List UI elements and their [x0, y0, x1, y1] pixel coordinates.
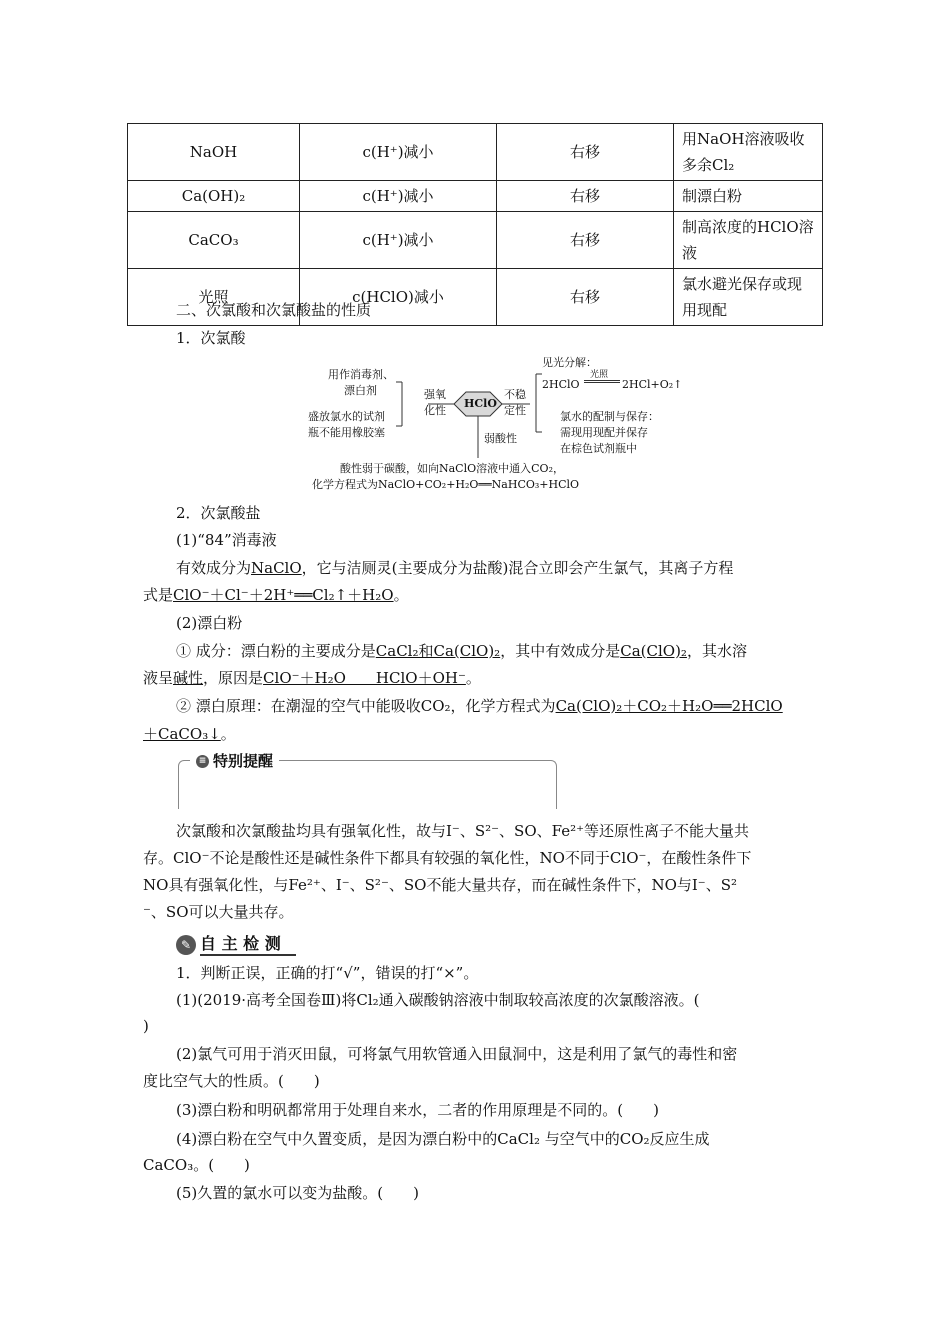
oxidizing-label: 强氧	[424, 388, 446, 401]
decompose-eq-left: 2HClO	[542, 378, 580, 391]
bleach-line2	[143, 665, 808, 691]
self-check-header	[176, 931, 296, 953]
table-cell: 右移	[497, 269, 674, 326]
table-cell: 光照	[128, 269, 300, 326]
text: ，它与洁厕灵(主要成分为盐酸)混合立即会产生氯气，其离子方程	[301, 559, 734, 577]
table-cell: Ca(OH)₂	[128, 181, 300, 212]
table-cell: 用NaOH溶液吸收多余Cl₂	[674, 124, 823, 181]
bleach-line3	[176, 693, 841, 719]
decompose-eq-right: 2HCl+O₂↑	[622, 378, 683, 391]
chlorine-water-text: 氯水的配制与保存：	[560, 410, 659, 423]
reminder-line4: ⁻、SO可以大量共存。	[143, 903, 294, 921]
table-cell: c(H⁺)减小	[300, 124, 497, 181]
answer-hydrolysis-equation: ClO⁻＋H₂O HClO＋OH⁻	[263, 669, 466, 687]
item-2: (2)氯气可用于消灭田鼠，可将氯气用软管通入田鼠洞中，这是利用了氯气的毒性和密	[176, 1045, 738, 1063]
table-cell: c(H⁺)减小	[300, 181, 497, 212]
bleach-line1	[176, 638, 841, 664]
self-check-underline	[200, 954, 296, 956]
text: ① 成分：漂白粉的主要成分是	[176, 642, 376, 660]
text: ，原因是	[203, 669, 264, 687]
text: 。	[220, 725, 236, 743]
answer-main-components: CaCl₂和Ca(ClO)₂	[375, 642, 501, 660]
hclo-center-label: HClO	[464, 397, 497, 410]
decompose-eq-condition: 光照	[590, 370, 609, 380]
answer-naclo: NaClO	[251, 559, 302, 577]
text: 。	[465, 669, 481, 687]
item-4: (4)漂白粉在空气中久置变质，是因为漂白粉中的CaCl₂ 与空气中的CO₂反应生成	[176, 1130, 710, 1148]
table-cell: 氯水避光保存或现用现配	[674, 269, 823, 326]
answer-effective-component: Ca(ClO)₂	[620, 642, 687, 660]
answer-alkaline: 碱性	[173, 669, 204, 687]
answer-ionic-equation: ClO⁻＋Cl⁻＋2H⁺══Cl₂↑＋H₂O	[173, 586, 394, 604]
hclo-properties-diagram	[300, 352, 700, 497]
unstable-label: 不稳	[504, 388, 526, 401]
table-row	[128, 124, 823, 181]
table-cell: c(H⁺)减小	[300, 212, 497, 269]
item-1: (1)(2019·高考全国卷Ⅲ)将Cl₂通入碳酸钠溶液中制取较高浓度的次氯酸溶液。(	[176, 991, 700, 1009]
section-heading: 二、次氯酸和次氯酸盐的性质	[176, 301, 372, 319]
reminder-line1: 次氯酸和次氯酸盐均具有强氧化性，故与I⁻、S²⁻、SO、Fe²⁺等还原性离子不能大量共	[176, 822, 750, 840]
p84-title: (1)“84”消毒液	[176, 531, 277, 549]
table-cell: CaCO₃	[128, 212, 300, 269]
p84-line2	[143, 582, 808, 608]
weak-acid-text: 酸性弱于碳酸，如向NaClO溶液中通入CO₂，	[340, 462, 564, 475]
use-disinfectant-text: 用作消毒剂、	[328, 368, 394, 381]
table-cell: c(HClO)减小	[300, 269, 497, 326]
self-check-title: 自 主 检 测	[200, 934, 281, 953]
answer-bleach-equation-end: ＋CaCO₃↓	[143, 725, 221, 743]
subheading-hclo: 1．次氯酸	[176, 329, 246, 347]
chlorine-water-text-3: 在棕色试剂瓶中	[560, 442, 637, 455]
oxidizing-label-2: 化性	[424, 404, 446, 417]
table-row	[128, 212, 823, 269]
question-1: 1．判断正误，正确的打“√”，错误的打“×”。	[176, 964, 479, 982]
bleach-title: (2)漂白粉	[176, 614, 243, 632]
text: 有效成分为	[176, 559, 252, 577]
equilibrium-table	[127, 123, 823, 326]
light-decompose-text: 见光分解：	[542, 356, 597, 369]
table-cell: 制漂白粉	[674, 181, 823, 212]
p84-line1	[176, 555, 841, 581]
weak-acid-eq: 化学方程式为NaClO+CO₂+H₂O══NaHCO₃+HClO	[312, 478, 580, 491]
eq-sign	[584, 380, 620, 383]
item-4-end: CaCO₃。( )	[143, 1156, 250, 1174]
table-cell: 制高浓度的HClO溶液	[674, 212, 823, 269]
item-5: (5)久置的氯水可以变为盐酸。( )	[176, 1184, 419, 1202]
reminder-line2: 存。ClO⁻不论是酸性还是碱性条件下都具有较强的氧化性，NO不同于ClO⁻，在酸性条件下	[143, 849, 752, 867]
bleach-line4	[143, 721, 808, 747]
storage-text: 盛放氯水的试剂	[308, 410, 385, 423]
text: 式是	[143, 586, 174, 604]
reminder-line3: NO具有强氧化性，与Fe²⁺、I⁻、S²⁻、SO不能大量共存，而在碱性条件下，NO与I⁻、S²	[143, 876, 737, 894]
text: ，其中有效成分是	[500, 642, 621, 660]
storage-text-2: 瓶不能用橡胶塞	[308, 426, 385, 439]
unstable-label-2: 定性	[504, 404, 526, 417]
table-row	[128, 181, 823, 212]
reminder-title	[190, 750, 279, 771]
weak-acid-label: 弱酸性	[484, 432, 517, 445]
text: 液呈	[143, 669, 174, 687]
item-1-end: )	[143, 1017, 149, 1035]
table-cell: 右移	[497, 212, 674, 269]
text: ，其水溶	[686, 642, 747, 660]
use-bleach-text: 漂白剂	[344, 384, 377, 397]
subheading-hypochlorite: 2．次氯酸盐	[176, 504, 261, 522]
item-3: (3)漂白粉和明矾都常用于处理自来水，二者的作用原理是不同的。( )	[176, 1101, 659, 1119]
item-2-end: 度比空气大的性质。( )	[143, 1072, 320, 1090]
answer-bleach-equation: Ca(ClO)₂＋CO₂＋H₂O══2HClO	[555, 697, 783, 715]
reminder-icon: ≡	[196, 755, 209, 768]
table-cell: NaOH	[128, 124, 300, 181]
chlorine-water-text-2: 需现用现配并保存	[560, 426, 648, 439]
reminder-title-text: 特别提醒	[213, 752, 274, 770]
table-cell: 右移	[497, 181, 674, 212]
self-check-icon: ✎	[176, 935, 196, 955]
text: 。	[393, 586, 409, 604]
text: ② 漂白原理：在潮湿的空气中能吸收CO₂，化学方程式为	[176, 697, 556, 715]
table-cell: 右移	[497, 124, 674, 181]
